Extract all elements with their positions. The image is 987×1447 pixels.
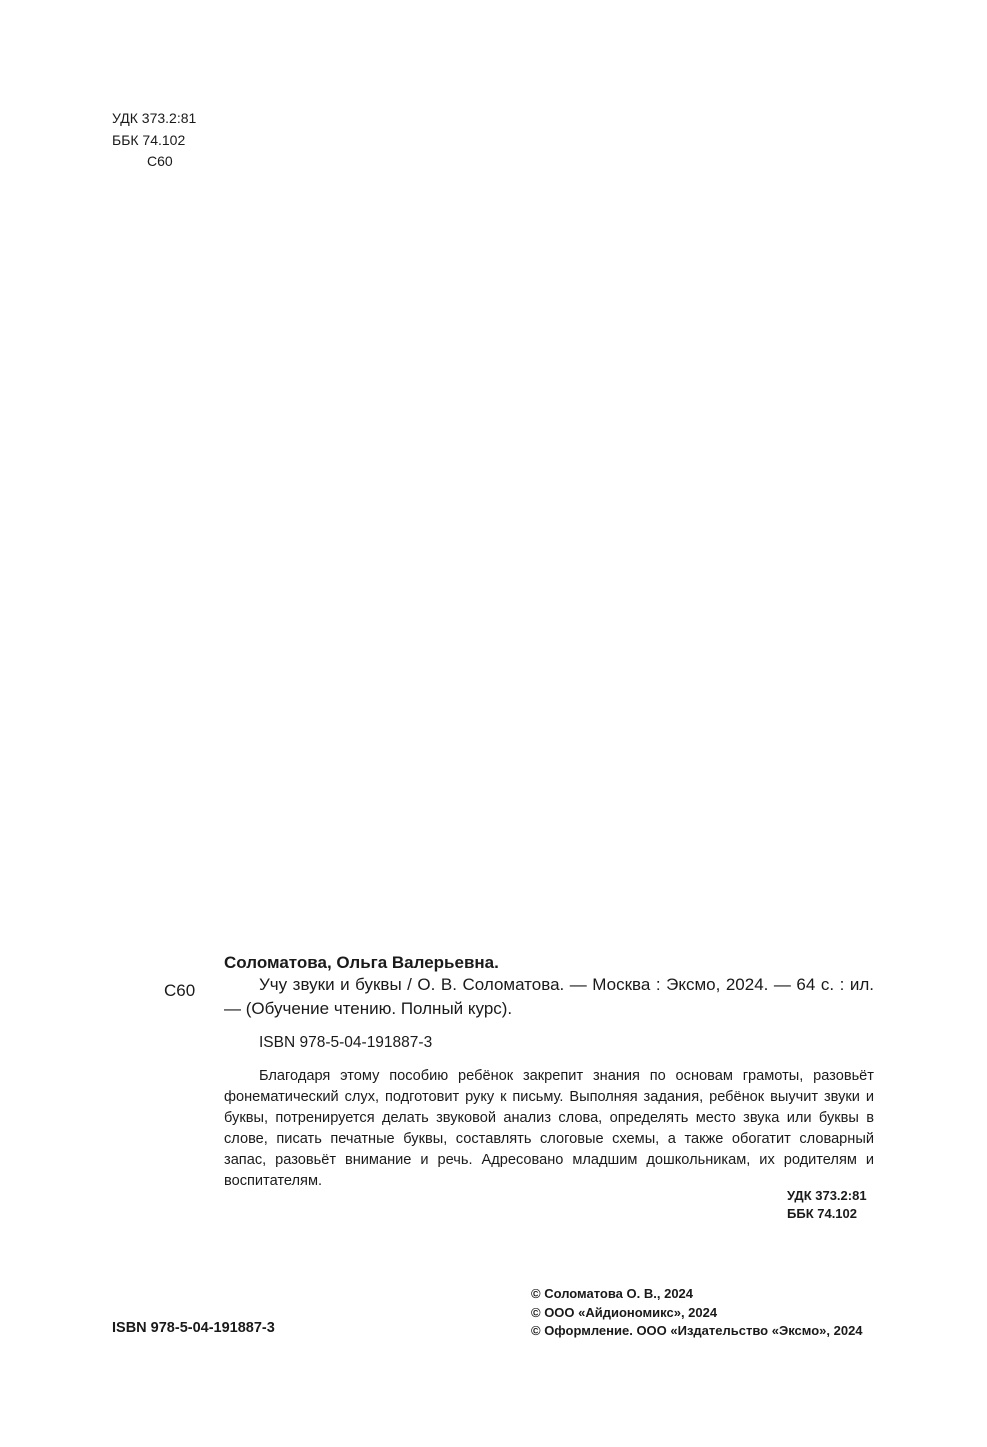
author-mark-code: С60 [164, 981, 196, 1000]
copyright-block [531, 1285, 863, 1341]
copyright-line: © Соломатова О. В., 2024 [531, 1286, 694, 1301]
bibliographic-block [224, 973, 874, 1021]
record-isbn: ISBN 978-5-04-191887-3 [259, 1034, 433, 1051]
copyright-line: © ООО «Айдиономикс», 2024 [531, 1304, 718, 1320]
top-udk-code: УДК 373.2:81 [112, 110, 197, 126]
record-udk-code: УДК 373.2:81 [787, 1188, 867, 1203]
annotation-block [224, 1066, 874, 1192]
record-classification-codes [787, 1187, 867, 1223]
copyright-line: © Оформление. ООО «Издательство «Эксмо», 2024 [531, 1323, 863, 1338]
top-bbk-code: ББК 74.102 [112, 132, 186, 148]
author-name: Соломатова, Ольга Валерьевна. [224, 953, 499, 972]
record-bbk-code: ББК 74.102 [787, 1206, 857, 1221]
bibliographic-description: Учу звуки и буквы / О. В. Соломатова. — Москва : Эксмо, 2024. — 64 с. : ил. — (Обучение чтению. Полный курс). [224, 975, 874, 1018]
annotation-text: Благодаря этому пособию ребёнок закрепит знания по основам грамоты, разовьёт фонематический слух, подготовит руку к письму. Выполняя задания, ребёнок выучит звуки и буквы, потренируется делать звуковой анализ слова, определять место звука или буквы в слове, писать печатные буквы, составлять слоговые схемы, а также обогатит словарный запас, разовьёт внимание и речь. Адресовано младшим дошкольникам, их родителям и воспитателям. [224, 1068, 874, 1189]
footer-isbn: ISBN 978-5-04-191887-3 [112, 1320, 275, 1336]
top-author-code: С60 [147, 153, 173, 169]
